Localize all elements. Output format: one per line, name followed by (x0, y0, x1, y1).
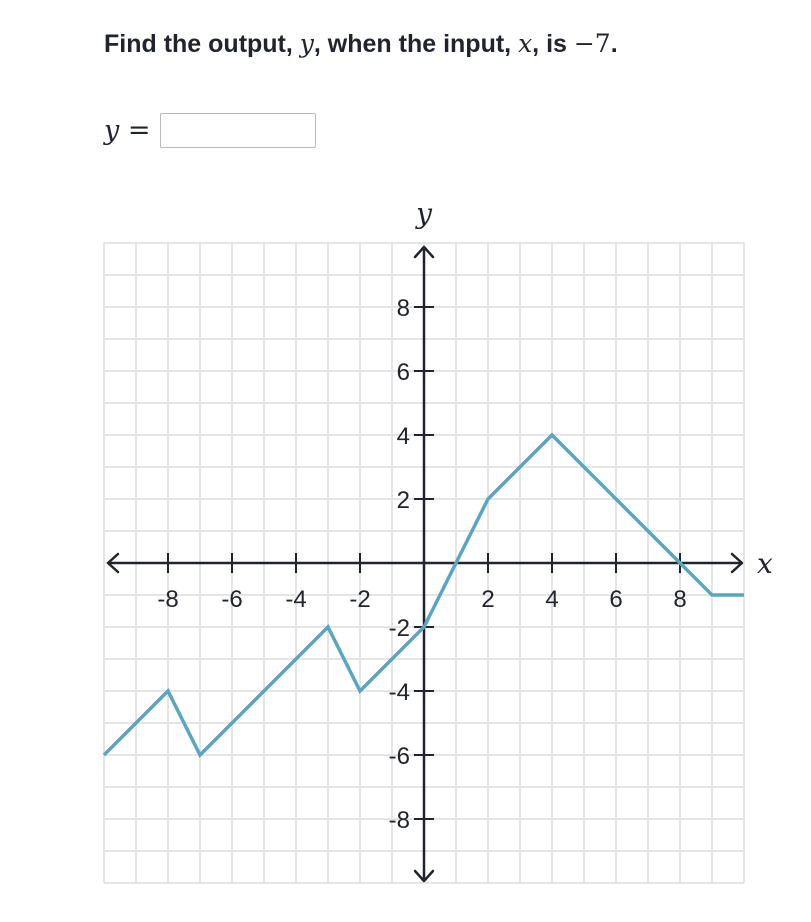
y-tick-label: 2 (396, 487, 410, 514)
y-tick-label: -4 (388, 679, 410, 706)
question-period: . (610, 30, 618, 58)
x-tick-label: 8 (673, 586, 687, 613)
y-tick-label: 8 (396, 295, 410, 322)
x-tick-label: -8 (157, 586, 179, 613)
y-tick-label: -8 (388, 807, 410, 834)
y-tick-label: 4 (396, 423, 410, 450)
question-var-y: y (299, 29, 314, 58)
x-tick-label: -6 (221, 586, 243, 613)
y-tick-label: -6 (388, 743, 410, 770)
answer-label-var: y (104, 114, 120, 146)
question-var-x: x (518, 29, 533, 58)
question-middle: , when the input, (313, 30, 519, 58)
x-tick-label: -4 (285, 586, 307, 613)
question-value: −7 (573, 29, 611, 58)
question-suffix-is: , is (532, 30, 574, 58)
y-tick-label: 6 (396, 359, 410, 386)
x-tick-label: 2 (481, 586, 495, 613)
x-tick-label: 4 (545, 586, 559, 613)
answer-label-eq: = (119, 114, 151, 146)
x-axis-title: x (757, 547, 773, 580)
y-axis-title: y (416, 197, 432, 230)
x-tick-label: -2 (349, 586, 371, 613)
y-tick-label: -2 (388, 615, 410, 642)
x-tick-label: 6 (609, 586, 623, 613)
question-prefix: Find the output, (104, 30, 300, 58)
